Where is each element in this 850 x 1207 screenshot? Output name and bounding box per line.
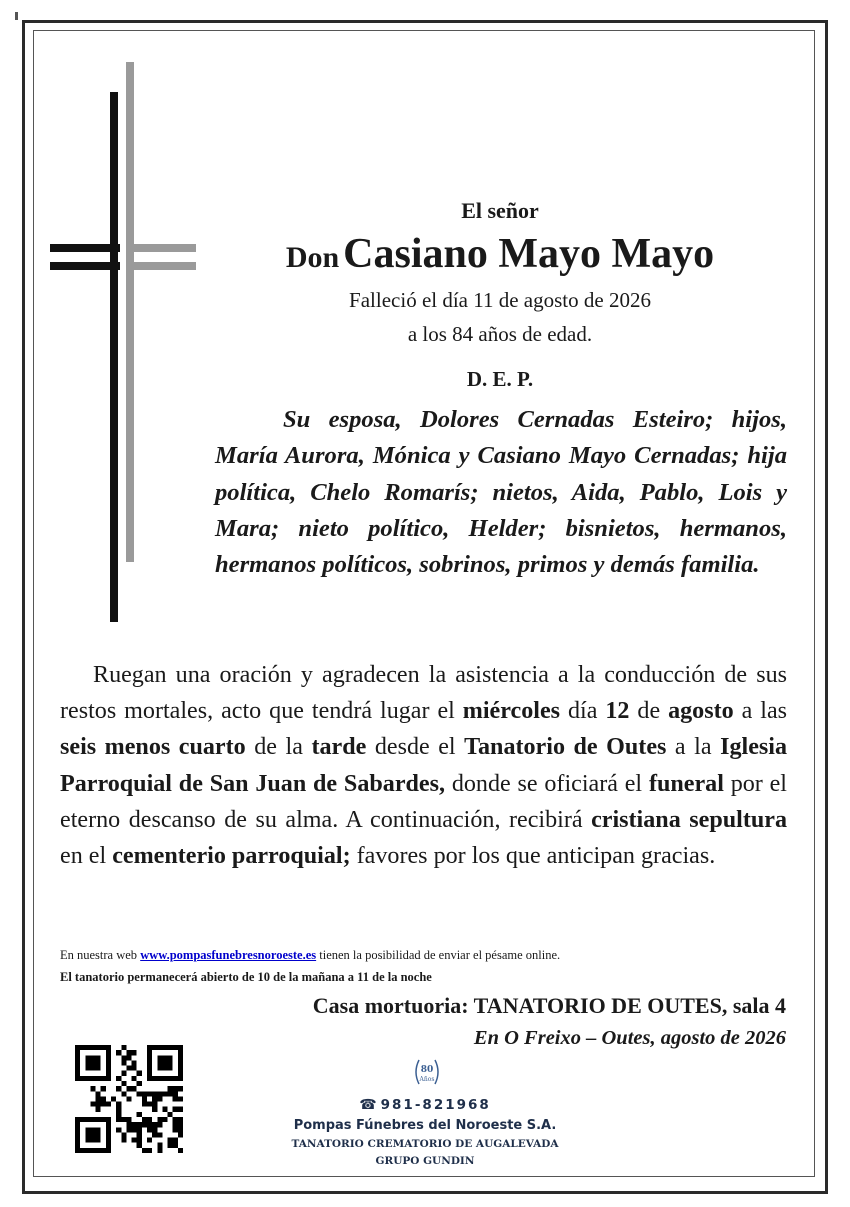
place-date: En O Freixo – Outes, agosto de 2026: [473, 1027, 786, 1049]
death-date: Falleció el día 11 de agosto de 2026: [349, 288, 651, 312]
cross-vertical-gray: [126, 62, 134, 562]
cross-horizontal-gray: [126, 262, 196, 270]
online-condolence-note: En nuestra web www.pompasfunebresnoroeste.es tienen la posibilidad de enviar el pésame online.: [60, 948, 561, 962]
corner-mark: [15, 12, 18, 20]
telephone-icon: ☎: [359, 1097, 377, 1113]
company-name: Pompas Fúnebres del Noroeste S.A.: [293, 1118, 557, 1133]
cross-horizontal-black: [50, 262, 120, 270]
svg-text:Años: Años: [419, 1076, 435, 1083]
casa-mortuoria: Casa mortuoria: TANATORIO DE OUTES, sala 4: [312, 993, 786, 1018]
deceased-name: [215, 230, 785, 278]
qr-code-icon[interactable]: [75, 1045, 183, 1153]
cross-horizontal-gray: [126, 244, 196, 252]
family-list: Su esposa, Dolores Cernadas Esteiro; hijos, María Aurora, Mónica y Casiano Mayo Cernadas; hija política, Chelo Romarís; nietos, Aida, Pablo, Lois y Mara; nieto político, Helder; bisnietos, hermanos, hermanos políticos, sobrinos, primos y demás familia.: [215, 406, 787, 579]
cross-icon: [50, 62, 200, 622]
website-link[interactable]: www.pompasfunebresnoroeste.es: [140, 948, 317, 962]
opening-hours-note: El tanatorio permanecerá abierto de 10 de la mañana a 11 de la noche: [60, 970, 432, 984]
name: Casiano Mayo Mayo: [343, 231, 715, 277]
cross-vertical-black: [110, 92, 118, 622]
phone-number[interactable]: ☎ 981-821968: [359, 1097, 491, 1113]
age: a los 84 años de edad.: [407, 322, 593, 346]
cross-horizontal-black: [50, 244, 120, 252]
group-name: GRUPO GUNDIN: [375, 1155, 475, 1167]
dep: D. E. P.: [466, 367, 534, 391]
service-details: Ruegan una oración y agradecen la asistencia a la conducción de sus restos mortales, acto que tendrá lugar el miércoles día 12 de agosto a las seis menos cuarto de la tarde desde el Tanatorio de Outes a la Iglesia Parroquial de San Juan de Sabardes, donde se oficiará el funeral por el eterno descanso de su alma. A continuación, recibirá cristiana sepultura en el cementerio parroquial; favores por los que anticipan gracias.: [60, 662, 788, 870]
svg-text:80: 80: [420, 1065, 434, 1075]
crematorium-name: TANATORIO CREMATORIO DE AUGALEVADA: [291, 1138, 559, 1150]
title-prefix: El señor: [461, 198, 539, 223]
honorific: Don: [285, 241, 340, 274]
anniversary-badge: [409, 1054, 445, 1090]
